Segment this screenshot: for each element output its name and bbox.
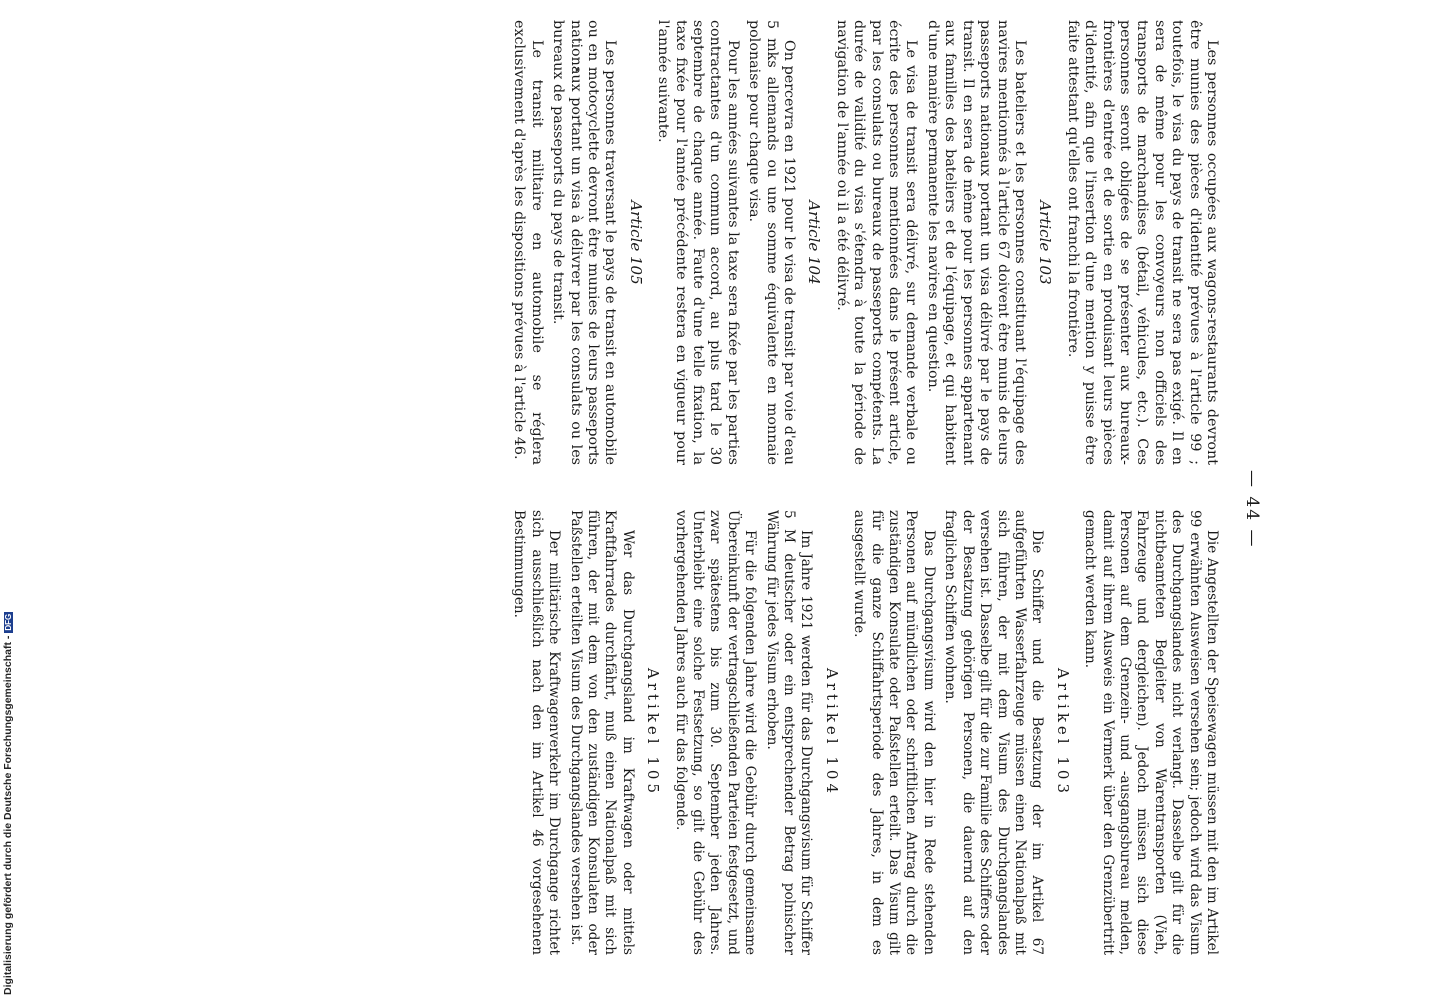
german-art103-p1: Die Schiffer und die Besatzung der im Artikel 67 aufgeführten Wasserfahrzeuge müssen einen Nationalpaß mit sich führen, der mit dem Visum des Durchgangslandes versehen ist. Dasselbe gilt für die zur Familie des Schiffers oder der Besatzung gehörigen Personen, die dauernd auf den fraglichen Schiffen wohnen.	[942, 510, 1046, 955]
french-art104-p2: Pour les années suivantes la taxe sera fixée par les parties contractantes d'un commun accord, au plus tard le 30 septembre de chaque année. Faute d'une telle fixation, la taxe fixée pour l'année précédente restera en vigueur pour l'année suivante.	[655, 20, 741, 465]
german-art105-title: Artikel 105	[644, 668, 663, 797]
french-art104-p1: On percevra en 1921 pour le visa de transit par voie d'eau 5 mks allemands ou une somme équivalente en monnaie polonaise pour chaque visa.	[746, 20, 798, 465]
french-art104-title: Article 104	[805, 200, 824, 285]
page-number: — 44 —	[1242, 470, 1262, 549]
dfg-logo: DFG	[4, 613, 13, 631]
french-art103-title: Article 103	[1036, 200, 1055, 285]
german-art104-p2: Für die folgenden Jahre wird die Gebühr durch gemeinsame Übereinkunft der vertragschließenden Parteien festgesetzt, und zwar spätestens bis zum 30. September jeden Jahres. Unterbleibt eine solche Festsetzung, so gilt die Gebühr des vorhergehenden Jahres auch für das folgende.	[672, 510, 759, 955]
french-column	[506, 20, 1220, 465]
german-art105-p1: Wer das Durchgangsland im Kraftwagen oder mittels Kraftfahrrades durchfährt, muß einen Nationalpaß mit sich führen, der mit dem von den zuständigen Konsulaten oder Paßstellen erteilten Visum des Durchgangslandes versehen ist.	[567, 510, 636, 955]
german-intro: Die Angestellten der Speisewagen müssen mit den im Artikel 99 erwähnten Ausweisen versehen sein; jedoch wird das Visum des Durchgangslandes nicht verlangt. Dasselbe gilt für die nichtbeamteten Begleiter von Warentransporten (Vieh, Fahrzeuge und dergleichen). Jedoch müssen sich diese Personen auf dem Grenzein- und -ausgangsbureau melden, damit auf ihrem Ausweis ein Vermerk über den Grenzübertritt gemacht werden kann.	[1082, 510, 1220, 955]
german-art104-p1: Im Jahre 1921 werden für das Durchgangsvisum für Schiffer 5 M deutscher oder ein entsprechender Betrag polnischer Währung für jedes Visum erhoben.	[763, 510, 815, 955]
french-art105-title: Article 105	[626, 200, 645, 285]
french-intro: Les personnes occupées aux wagons-restaurants devront être munies des pièces d'identité prévues à l'article 99 ; toutefois, le visa du pays de transit ne sera pas exigé. Il en sera de même pour les convoyeurs non officiels des transports de marchandises (bétail, véhicules, etc.). Ces personnes seront obligées de se présenter aux bureaux-frontières d'entrée et de sortie en produisant leurs pièces d'identité, afin que l'insertion d'une mention y puisse être faite attestant qu'elles ont franchi la frontière.	[1064, 20, 1220, 465]
credit-text: Digitalisierung gefördert durch die Deutsche Forschungsgemeinschaft -	[2, 635, 14, 995]
german-art105-p2: Der militärische Kraftwagenverkehr im Durchgange richtet sich ausschließlich nach den im Artikel 46 vorgesehenen Bestimmungen.	[511, 510, 563, 955]
french-art103-p1: Les bateliers et les personnes constituant l'équipage des navires mentionnés à l'article 67 doivent être munis de leurs passeports nationaux portant un visa délivré par le pays de transit. Il en sera de même pour les personnes appartenant aux familles des bateliers et de l'équipage, et qui habitent d'une manière permanente les navires en question.	[924, 20, 1028, 465]
french-art105-p1: Les personnes traversant le pays de transit en automobile ou en motocyclette devront être munies de leurs passeports nationaux portant un visa à délivrer par les consulats ou les bureaux de passeports du pays de transit.	[550, 20, 619, 465]
german-art103-title: Artikel 103	[1053, 668, 1072, 797]
rotated-page-content	[511, 0, 1280, 980]
german-art104-title: Artikel 104	[822, 668, 841, 797]
german-art103-p2: Das Durchgangsvisum wird den hier in Rede stehenden Personen auf mündlichen oder schriftlichen Antrag durch die zuständigen Konsulate oder Paßstellen erteilt. Das Visum gilt für die ganze Schiffahrtsperiode des Jahres, in dem es ausgestellt wurde.	[851, 510, 937, 955]
french-art103-p2: Le visa de transit sera délivré, sur demande verbale ou écrite des personnes mentionnées dans le présent article, par les consulats ou bureaux de passeports compétents. La durée de validité du visa s'étendra à toute la période de navigation de l'année où il a été délivré.	[833, 20, 920, 465]
digitization-credit	[2, 605, 18, 995]
german-column	[506, 510, 1220, 955]
french-art105-p2: Le transit militaire en automobile se réglera exclusivement d'après les dispositions prévues à l'article 46.	[511, 20, 545, 465]
